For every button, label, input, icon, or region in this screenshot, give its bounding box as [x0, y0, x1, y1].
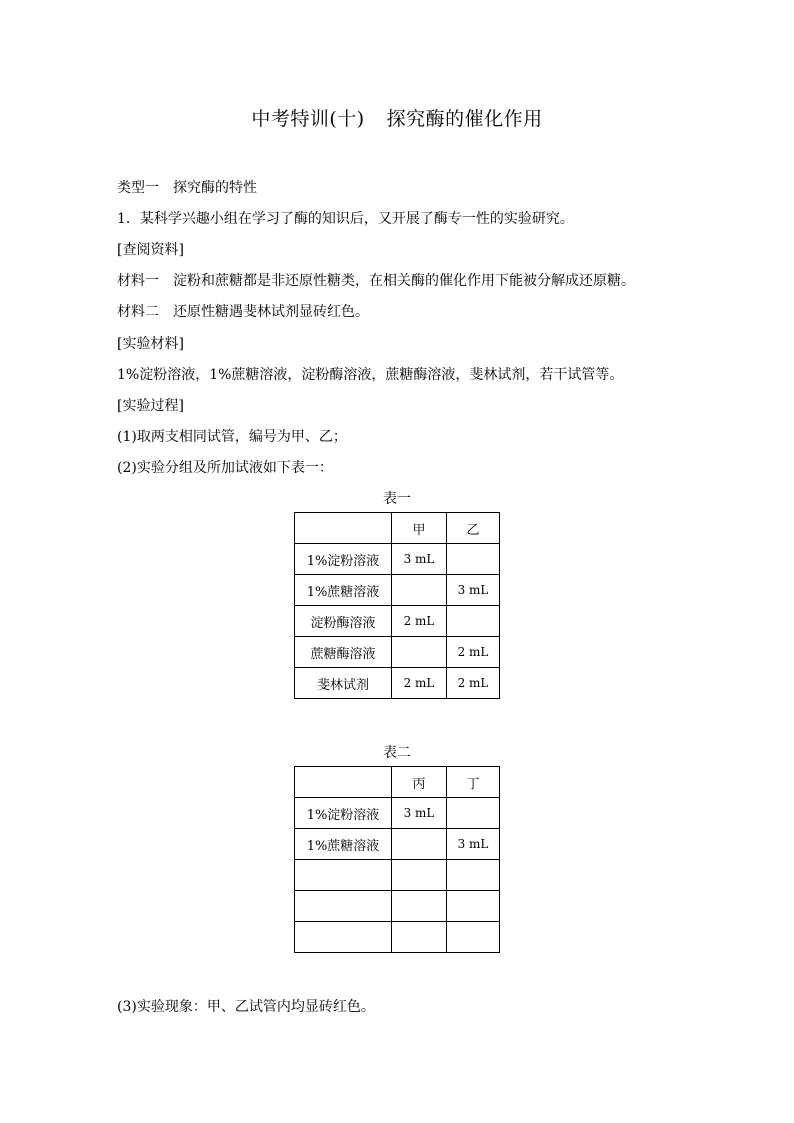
table-two	[294, 766, 500, 953]
section-type-label: 类型一	[117, 180, 159, 196]
material-two	[117, 301, 369, 321]
question-intro: 1．某科学兴趣小组在学习了酶的知识后，又开展了酶专一性的实验研究。	[117, 211, 574, 227]
table-cell: 2 mL	[447, 637, 500, 668]
table-header-cell: 丙	[392, 767, 447, 798]
table-cell	[295, 922, 392, 953]
table-row	[295, 798, 500, 829]
table-cell: 1%蔗糖溶液	[295, 829, 392, 860]
table-one-caption: 表一	[383, 491, 411, 507]
material-one-text: 淀粉和蔗糖都是非还原性糖类，在相关酶的催化作用下能被分解成还原糖。	[173, 273, 635, 289]
title-main: 中考特训(十)	[251, 108, 365, 130]
table-cell	[447, 606, 500, 637]
table-cell	[447, 860, 500, 891]
table-cell: 1%蔗糖溶液	[295, 575, 392, 606]
material-one	[117, 270, 635, 290]
table-row	[295, 637, 500, 668]
material-one-label: 材料一	[117, 273, 159, 289]
table-cell: 1%淀粉溶液	[295, 798, 392, 829]
table-row	[295, 891, 500, 922]
table-header-cell: 甲	[392, 513, 447, 544]
table-cell: 2 mL	[392, 606, 447, 637]
table-cell	[447, 891, 500, 922]
step-one: (1)取两支相同试管，编号为甲、乙；	[117, 429, 347, 445]
table-row	[295, 544, 500, 575]
section-type-name: 探究酶的特性	[173, 180, 257, 196]
materials-text: 1%淀粉溶液，1%蔗糖溶液，淀粉酶溶液，蔗糖酶溶液，斐林试剂，若干试管等。	[117, 367, 624, 383]
table-cell	[392, 891, 447, 922]
page-title	[0, 104, 794, 131]
step-three: (3)实验现象：甲、乙试管内均显砖红色。	[117, 999, 375, 1015]
materials-heading: [实验材料]	[117, 336, 184, 352]
table-cell: 蔗糖酶溶液	[295, 637, 392, 668]
table-cell	[295, 891, 392, 922]
table-cell: 3 mL	[392, 544, 447, 575]
table-cell: 2 mL	[447, 668, 500, 699]
step-two: (2)实验分组及所加试液如下表一：	[117, 460, 333, 476]
material-two-label: 材料二	[117, 304, 159, 320]
table-cell	[392, 922, 447, 953]
table-cell	[392, 829, 447, 860]
table-cell	[295, 513, 392, 544]
table-cell	[295, 860, 392, 891]
material-two-text: 还原性糖遇斐林试剂显砖红色。	[173, 304, 369, 320]
table-cell	[392, 575, 447, 606]
table-cell	[447, 922, 500, 953]
table-row	[295, 606, 500, 637]
table-row	[295, 860, 500, 891]
table-cell: 2 mL	[392, 668, 447, 699]
table-row	[295, 575, 500, 606]
table-row	[295, 513, 500, 544]
table-row	[295, 767, 500, 798]
table-two-caption: 表二	[383, 745, 411, 761]
table-cell	[295, 767, 392, 798]
table-cell	[447, 544, 500, 575]
table-header-cell: 丁	[447, 767, 500, 798]
table-cell: 斐林试剂	[295, 668, 392, 699]
table-cell: 3 mL	[447, 829, 500, 860]
table-one	[294, 512, 500, 699]
table-cell: 3 mL	[447, 575, 500, 606]
process-heading: [实验过程]	[117, 398, 184, 414]
table-cell: 3 mL	[392, 798, 447, 829]
table-cell: 淀粉酶溶液	[295, 606, 392, 637]
section-heading	[117, 177, 257, 197]
table-cell	[447, 798, 500, 829]
table-row	[295, 668, 500, 699]
table-cell	[392, 860, 447, 891]
table-row	[295, 922, 500, 953]
table-header-cell: 乙	[447, 513, 500, 544]
title-sub: 探究酶的催化作用	[386, 108, 543, 130]
table-cell	[392, 637, 447, 668]
reference-heading: [查阅资料]	[117, 242, 184, 258]
table-cell: 1%淀粉溶液	[295, 544, 392, 575]
table-row	[295, 829, 500, 860]
